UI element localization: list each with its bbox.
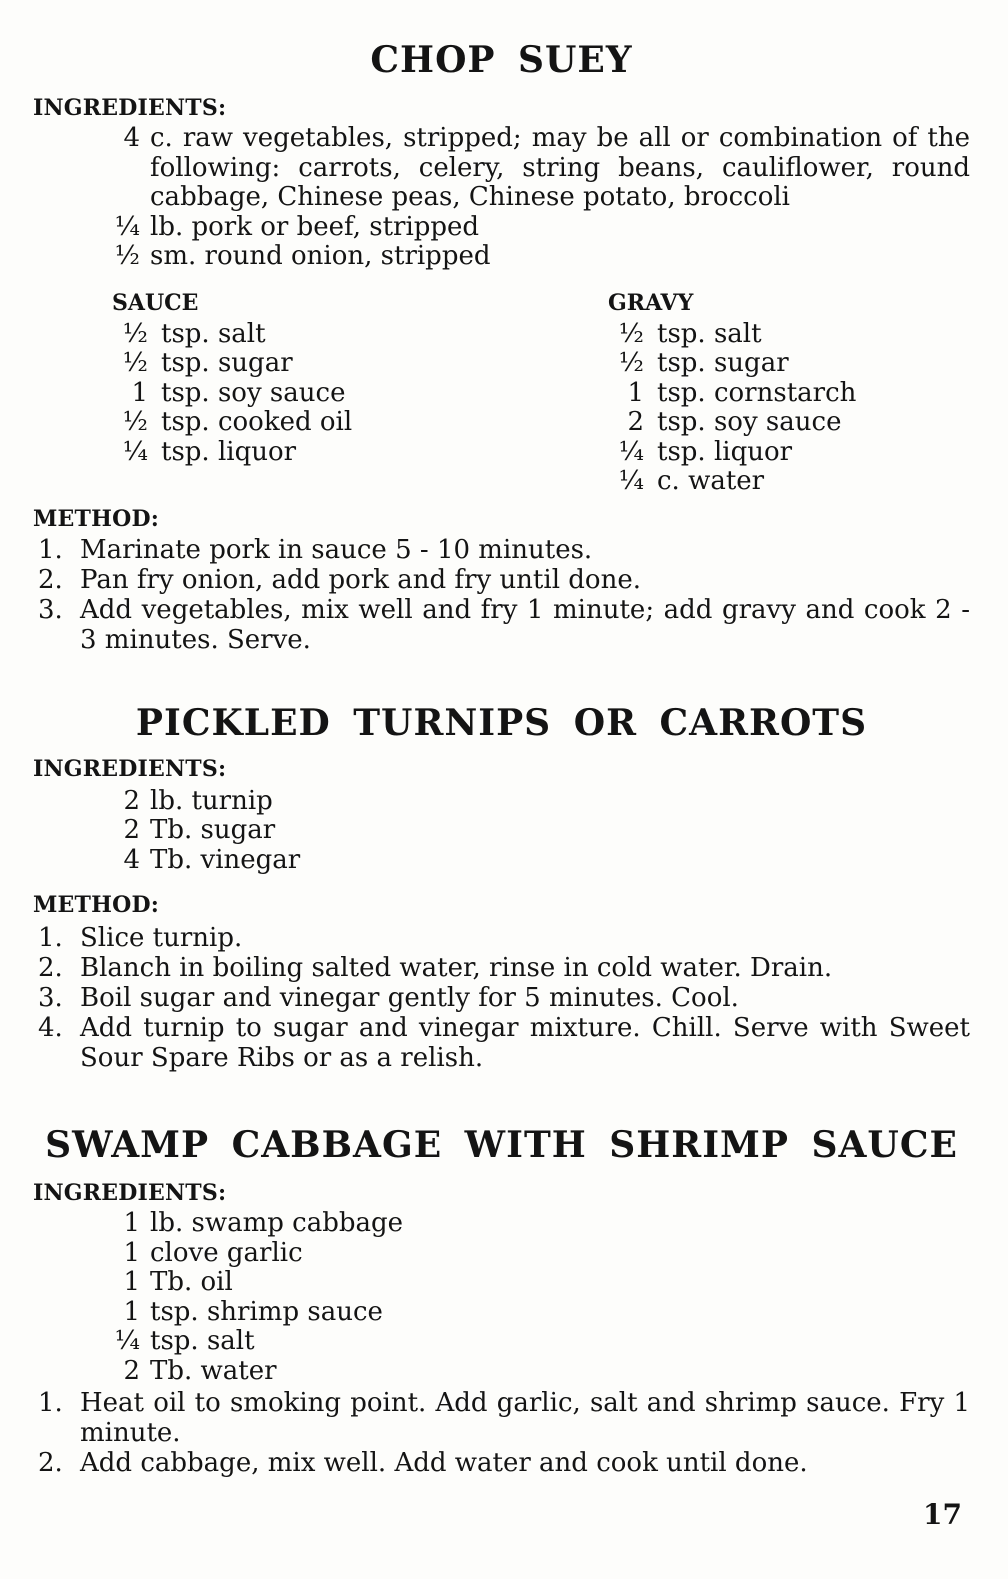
ingredients-list: [33, 1209, 970, 1386]
method-label: METHOD:: [33, 505, 160, 532]
ingredients-label: INGREDIENTS:: [33, 95, 227, 121]
ingredient-qty: 4: [123, 123, 140, 153]
ingredient-row: [608, 320, 970, 350]
ingredient-row: [608, 467, 970, 497]
ingredient-qty: ¼: [114, 211, 140, 242]
ingredient-qty: 2: [123, 815, 140, 845]
recipe-title: SWAMP CABBAGE WITH SHRIMP SAUCE: [45, 1124, 958, 1166]
recipe-title: CHOP SUEY: [370, 39, 633, 81]
ingredient-qty: ½: [122, 407, 148, 437]
ingredient-text: lb. turnip: [150, 785, 273, 816]
ingredient-text: c. water: [657, 466, 765, 496]
step-number: 1.: [38, 534, 63, 565]
ingredient-qty: ½: [122, 348, 148, 378]
gravy-title: GRAVY: [608, 289, 694, 316]
step-text: Pan fry onion, add pork and fry until done.: [80, 564, 641, 595]
ingredient-text: tsp. cornstarch: [657, 377, 857, 408]
ingredient-row: [112, 320, 542, 350]
ingredient-qty: ½: [618, 318, 644, 349]
page-number: 17: [923, 1498, 962, 1531]
ingredient-row: [33, 787, 970, 817]
method-step: [33, 923, 970, 953]
method-step: [33, 1448, 970, 1478]
ingredient-text: tsp. sugar: [161, 348, 293, 378]
ingredient-qty: 2: [627, 407, 644, 437]
ingredient-text: tsp. shrimp sauce: [150, 1296, 383, 1327]
sauce-column: [112, 290, 542, 497]
ingredient-text: Tb. oil: [150, 1267, 233, 1297]
method-list: [33, 1388, 970, 1478]
ingredient-qty: ½: [618, 348, 644, 378]
step-text: Add vegetables, mix well and fry 1 minute; add gravy and cook 2 - 3 minutes. Serve.: [80, 594, 970, 655]
ingredient-row: [33, 1357, 970, 1387]
ingredient-row: [33, 846, 970, 876]
ingredient-qty: ¼: [618, 466, 644, 496]
ingredient-text: Tb. sugar: [150, 815, 276, 845]
step-text: Slice turnip.: [80, 923, 243, 953]
ingredient-text: c. raw vegetables, stripped; may be all or combination of the following: carrots, celery, string beans, cauliflower, round cabbage, Chinese peas, Chinese potato, broccoli: [150, 123, 970, 212]
step-number: 2.: [38, 953, 63, 983]
step-text: Add cabbage, mix well. Add water and cook until done.: [80, 1448, 808, 1478]
ingredient-qty: 1: [123, 1237, 140, 1268]
ingredients-list: [33, 124, 970, 272]
ingredient-row: [608, 349, 970, 379]
ingredient-row: [608, 438, 970, 468]
step-number: 2.: [38, 564, 63, 595]
step-text: Add turnip to sugar and vinegar mixture. Chill. Serve with Sweet Sour Spare Ribs or as a relish.: [80, 1013, 970, 1073]
ingredient-row: [33, 1268, 970, 1298]
ingredient-text: tsp. salt: [657, 318, 762, 349]
ingredient-qty: ½: [122, 318, 148, 349]
step-text: Boil sugar and vinegar gently for 5 minutes. Cool.: [80, 983, 739, 1013]
ingredient-row: [33, 1327, 970, 1357]
ingredient-text: tsp. cooked oil: [161, 407, 353, 437]
ingredients-label: INGREDIENTS:: [33, 755, 227, 782]
ingredient-qty: 1: [131, 377, 148, 408]
ingredient-row: [33, 124, 970, 213]
sauce-title: SAUCE: [112, 289, 199, 316]
ingredient-qty: 1: [123, 1208, 140, 1238]
ingredient-text: Tb. vinegar: [150, 844, 301, 875]
recipe-chop-suey: [33, 40, 970, 655]
ingredient-row: [112, 438, 542, 468]
ingredient-row: [608, 379, 970, 409]
method-step: [33, 953, 970, 983]
ingredient-text: lb. swamp cabbage: [150, 1208, 404, 1238]
step-number: 3.: [38, 594, 63, 625]
ingredient-row: [33, 242, 970, 272]
method-step: [33, 1013, 970, 1073]
ingredient-text: tsp. soy sauce: [161, 377, 346, 408]
step-text: Marinate pork in sauce 5 - 10 minutes.: [80, 534, 593, 565]
recipe-title: PICKLED TURNIPS OR CARROTS: [135, 701, 868, 744]
method-list: [33, 535, 970, 655]
ingredient-qty: 1: [123, 1296, 140, 1327]
gravy-column: [608, 290, 970, 497]
ingredient-text: lb. pork or beef, stripped: [150, 211, 480, 242]
recipe-swamp-cabbage: [33, 1125, 970, 1478]
ingredient-qty: 1: [627, 377, 644, 408]
ingredient-row: [112, 349, 542, 379]
ingredient-qty: 4: [123, 844, 140, 875]
method-step: [33, 983, 970, 1013]
step-number: 1.: [38, 923, 63, 953]
ingredient-text: tsp. liquor: [161, 436, 297, 467]
ingredients-label: INGREDIENTS:: [33, 1180, 227, 1206]
ingredient-row: [33, 213, 970, 243]
method-label: METHOD:: [33, 892, 160, 918]
ingredient-row: [112, 408, 542, 438]
step-text: Blanch in boiling salted water, rinse in cold water. Drain.: [80, 953, 833, 983]
ingredient-row: [33, 1239, 970, 1269]
step-number: 3.: [38, 983, 63, 1013]
recipe-pickled-turnips: [33, 703, 970, 1074]
ingredient-text: Tb. water: [150, 1355, 277, 1386]
ingredient-qty: ¼: [122, 436, 148, 467]
ingredient-row: [608, 408, 970, 438]
ingredient-qty: ¼: [114, 1326, 140, 1356]
step-number: 4.: [38, 1013, 63, 1043]
ingredient-qty: 1: [123, 1267, 140, 1297]
method-step: [33, 1388, 970, 1448]
ingredient-text: tsp. sugar: [657, 348, 789, 378]
ingredient-text: tsp. soy sauce: [657, 407, 842, 437]
step-number: 1.: [38, 1388, 63, 1418]
ingredient-row: [33, 816, 970, 846]
ingredient-text: tsp. salt: [150, 1326, 255, 1356]
ingredient-qty: ¼: [618, 436, 644, 467]
method-list: [33, 923, 970, 1073]
ingredient-row: [33, 1298, 970, 1328]
ingredient-text: sm. round onion, stripped: [150, 241, 491, 271]
ingredient-row: [112, 379, 542, 409]
ingredients-list: [33, 787, 970, 876]
ingredient-qty: ½: [114, 241, 140, 271]
ingredient-text: clove garlic: [150, 1237, 303, 1268]
method-step: [33, 535, 970, 565]
ingredient-qty: 2: [123, 785, 140, 816]
step-number: 2.: [38, 1448, 63, 1478]
ingredient-qty: 2: [123, 1355, 140, 1386]
method-step: [33, 595, 970, 655]
ingredient-row: [33, 1209, 970, 1239]
ingredient-text: tsp. liquor: [657, 436, 793, 467]
sauce-gravy-columns: [33, 290, 970, 497]
method-step: [33, 565, 970, 595]
step-text: Heat oil to smoking point. Add garlic, salt and shrimp sauce. Fry 1 minute.: [80, 1388, 970, 1448]
ingredient-text: tsp. salt: [161, 318, 266, 349]
